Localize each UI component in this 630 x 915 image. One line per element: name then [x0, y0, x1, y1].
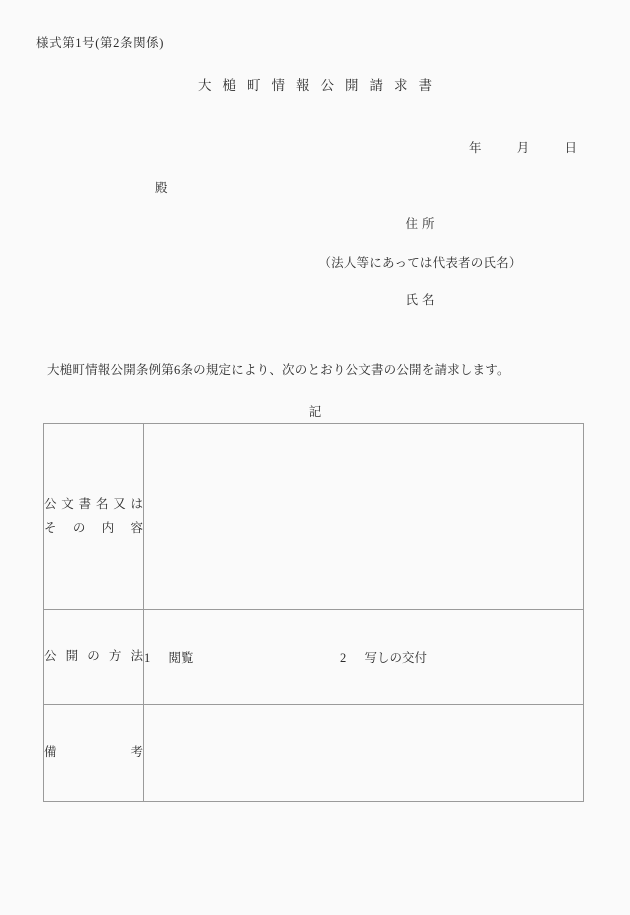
- option-copy-delivery[interactable]: [340, 648, 427, 666]
- page-title: 大槌町情報公開請求書: [198, 78, 443, 93]
- address-label: 住所: [405, 217, 439, 231]
- date-month-label: 月: [516, 141, 531, 155]
- option-copy-delivery-number: 2: [340, 651, 347, 665]
- request-detail-table: [43, 423, 584, 802]
- date-year-label: 年: [468, 141, 483, 155]
- disclosure-method-options: [144, 648, 583, 666]
- name-label: 氏名: [405, 293, 439, 307]
- option-copy-delivery-label: 写しの交付: [364, 651, 428, 665]
- row-label-remarks-text: 備考: [44, 745, 143, 760]
- applicant-block: [250, 218, 590, 307]
- ki-marker: 記: [308, 405, 322, 419]
- row-label-document-name-line2: その内容: [44, 520, 143, 535]
- option-inspection-number: 1: [144, 651, 151, 665]
- option-inspection[interactable]: [144, 648, 340, 666]
- option-inspection-label: 閲覧: [168, 651, 194, 665]
- table-row-document-name: [44, 424, 584, 610]
- date-line: [469, 138, 578, 156]
- row-label-document-name: [44, 424, 144, 610]
- request-statement: 大槌町情報公開条例第6条の規定により、次のとおり公文書の公開を請求します。: [47, 363, 510, 377]
- row-value-remarks[interactable]: [144, 705, 584, 802]
- row-label-document-name-line1: 公文書名又は: [44, 497, 143, 512]
- row-value-document-name[interactable]: [144, 424, 584, 610]
- row-label-disclosure-method: [44, 610, 144, 705]
- row-label-remarks: [44, 705, 144, 802]
- row-value-disclosure-method: [144, 610, 584, 705]
- form-number-label: 様式第1号(第2条関係): [36, 36, 165, 50]
- date-day-label: 日: [564, 141, 578, 155]
- corporate-representative-note: （法人等にあっては代表者の氏名）: [318, 255, 522, 270]
- table-row-disclosure-method: [44, 610, 584, 705]
- addressee-label: 殿: [155, 181, 168, 195]
- table-row-remarks: [44, 705, 584, 802]
- row-label-disclosure-method-text: 公開の方法: [44, 649, 143, 664]
